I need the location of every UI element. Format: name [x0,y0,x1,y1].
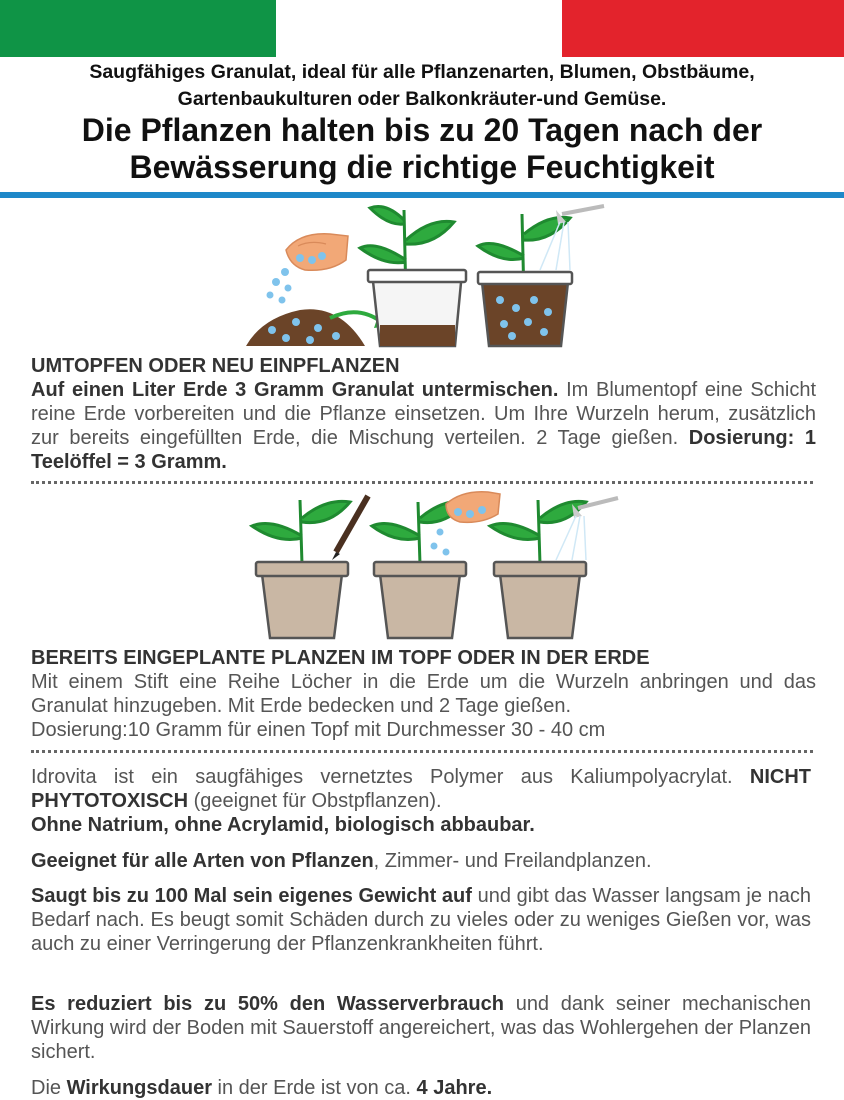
intro-line-2: Gartenbaukulturen oder Balkonkräuter-und Gemüse. [177,88,667,110]
section-repotting-title: UMTOPFEN ODER NEU EINPFLANZEN [31,355,400,377]
plant-pot-icon [252,500,350,638]
info-duration-years: 4 Jahre. [416,1077,493,1099]
soil-heap-icon [246,309,388,346]
existing-plants-illustration [0,488,844,643]
info-water-bold: Es reduziert bis zu 50% den Wasserverbrauch [31,993,504,1015]
headline-line-2: Bewässerung die richtige Feuchtigkeit [129,149,715,185]
hand-pouring-granules-icon [372,492,500,638]
section-existing-plants-dosage: Dosierung:10 Gramm für einen Topf mit Durchmesser 30 - 40 cm [31,719,606,741]
intro-line-1: Saugfähiges Granulat, ideal für alle Pflanzenarten, Blumen, Obstbäume, [89,61,755,83]
info-polymer-text: Idrovita ist ein saugfähiges vernetztes Polymer aus Kaliumpolyacrylat. [31,766,750,788]
info-absorbs-text: und gibt das Wasser langsam je nach Bedarf nach. Es beugt somit Schäden durch zu vieles oder zu weniges Gießen vor, was auch zu einer Verringerung der Pflanzenkrankheiten führt. [31,885,811,955]
headline-line-1: Die Pflanzen halten bis zu 20 Tagen nach der [81,112,763,148]
flag-green-stripe [0,0,276,57]
dotted-divider [31,750,813,753]
info-absorbs-bold: Saugt bis zu 100 Mal sein eigenes Gewicht auf [31,885,472,907]
section-existing-plants-text: Mit einem Stift eine Reihe Löcher in die Erde um die Wurzeln anbringen und das Granulat hinzugeben. Mit Erde bedecken und 2 Tage gießen. [31,671,816,717]
section-repotting-dosage: Dosierung: 1 Teelöffel = 3 Gramm. [31,427,816,473]
info-paragraph-absorbs [31,884,811,956]
watering-can-icon [490,498,618,638]
info-paragraph-polymer [31,765,811,837]
info-paragraph-water [31,992,811,1064]
section-repotting-dosage-intro: Auf einen Liter Erde 3 Gramm Granulat untermischen. [31,379,559,401]
info-fruit-suitable: (geeignet für Obstpflanzen). [188,790,442,812]
intro-text [0,59,844,113]
section-repotting-text: Im Blumentopf eine Schicht reine Erde vorbereiten und die Pflanze einsetzen. Um Ihre Wurzeln herum, zusätzlich zur bereits eingefüllten Erde, die Mischung verteilen. 2 Tage gießen. [31,379,817,449]
flag-red-stripe [562,0,844,57]
watering-can-icon [478,206,604,346]
info-duration-text-2: in der Erde ist von ca. [211,1077,417,1099]
dotted-divider [31,481,813,484]
info-paragraph-duration [31,1076,811,1100]
section-existing-plants-title: BEREITS EINGEPLANTE PLANZEN IM TOPF ODER IN DER ERDE [31,647,650,669]
info-biodegradable: Ohne Natrium, ohne Acrylamid, biologisch abbaubar. [31,814,535,836]
blue-divider [0,192,844,198]
info-paragraph-suitable [31,849,811,873]
info-duration-bold: Wirkungsdauer [66,1077,212,1099]
info-duration-text-1: Die [31,1077,67,1099]
info-suitable-text: , Zimmer- und Freilandplanzen. [373,850,652,872]
info-water-text: und dank seiner mechanischen Wirkung wird der Boden mit Sauerstoff angereichert, was das Wohlergehen der Planzen sichert. [31,993,811,1063]
repotting-illustration [0,200,844,355]
section-repotting [31,354,816,474]
info-suitable-bold: Geeignet für alle Arten von Pflanzen [31,850,374,872]
section-existing-plants [31,646,816,742]
info-non-phytotoxic: NICHT PHYTOTOXISCH [31,766,811,812]
headline [0,112,844,186]
hand-pouring-granules-icon [267,234,349,304]
